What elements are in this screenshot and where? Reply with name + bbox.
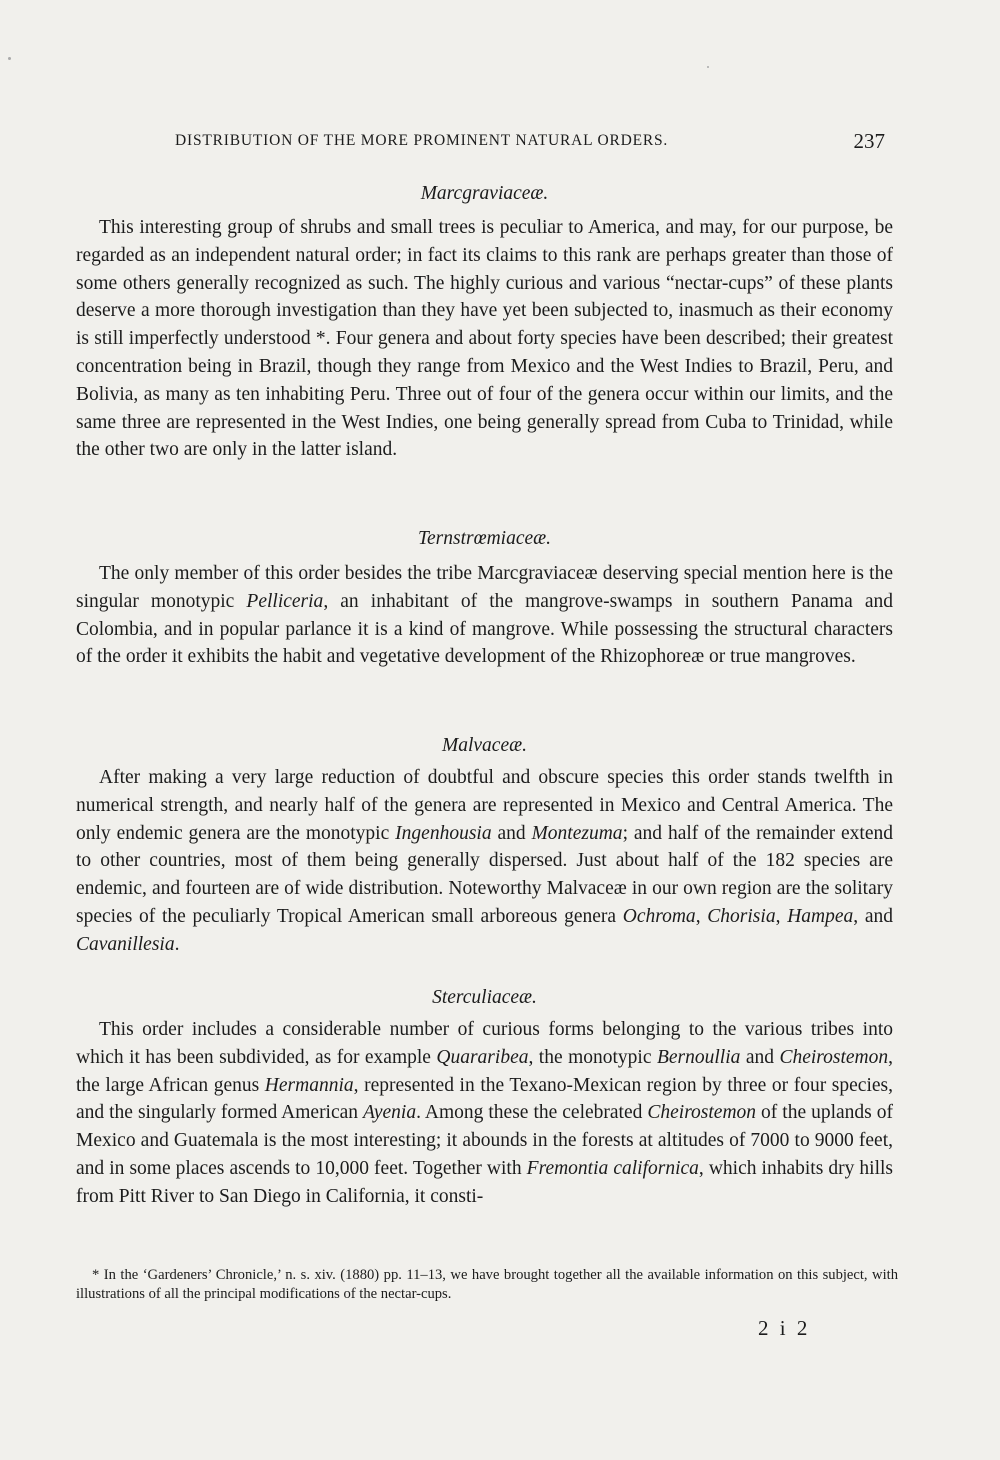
genus-name: Chorisia <box>707 905 776 927</box>
genus-name: Cheirostemon <box>779 1046 889 1068</box>
paragraph: The only member of this order besides the tribe Marcgraviaceæ deserving special mention here is the singular monotypic Pelliceria, an inhabitant of the mangrove-swamps in southern Panama and Colombia, and in popular parlance it is a kind of mangrove. While possessing the structural characters of the order it exhibits the habit and vegetative development of the Rhizophoreæ or true mangroves. <box>76 563 893 668</box>
genus-name: Hampea <box>787 905 854 927</box>
section-body-malvaceae <box>76 764 893 959</box>
section-heading-sterculiaceae: Sterculiaceæ. <box>432 987 537 1008</box>
page-number: 237 <box>853 129 885 153</box>
genus-name: Cheirostemon <box>647 1102 757 1124</box>
paragraph: After making a very large reduction of doubtful and obscure species this order stands twelfth in numerical strength, and nearly half of the genera are represented in Mexico and Central America. The only endemic genera are the monotypic Ingenhousia and Montezuma; and half of the remainder extend to other countries, most of them being generally dispersed. Just about half of the 182 species are endemic, and fourteen are of wide distribution. Noteworthy Malvaceæ in our own region are the solitary species of the peculiarly Tropical American small arboreous genera Ochroma, Chorisia, Hampea, and Cavanillesia. <box>76 767 894 955</box>
footnote-text: * In the ‘Gardeners’ Chronicle,’ n. s. xiv. (1880) pp. 11–13, we have brought together all the available information on this subject, with illustrations of all the principal modifications of the nectar-cups. <box>76 1267 898 1302</box>
genus-name: Quararibea <box>436 1046 529 1068</box>
genus-name: Pelliceria <box>246 590 324 612</box>
speck <box>707 66 709 68</box>
genus-name: Hermannia <box>264 1074 354 1096</box>
section-body-sterculiaceae <box>76 1016 893 1211</box>
genus-name: Ochroma <box>622 905 696 927</box>
section-heading-malvaceae: Malvaceæ. <box>441 735 527 756</box>
genus-name: Ingenhousia <box>395 822 492 844</box>
section-heading-marcgraviaceae: Marcgraviaceæ. <box>420 183 549 204</box>
printer-signature: 2 i 2 <box>758 1316 811 1340</box>
genus-name: Bernoullia <box>656 1046 741 1068</box>
section-heading-ternstroemiaceae: Ternstrœmiaceæ. <box>417 528 552 549</box>
section-body-marcgraviaceae <box>76 214 893 464</box>
paragraph: This interesting group of shrubs and small trees is peculiar to America, and may, for our purpose, be regarded as an independent natural order; in fact its claims to this rank are perhaps greater than those of some others generally recognized as such. The highly curious and various “nectar-cups” of these plants deserve a more thorough investigation than they have yet been subjected to, inasmuch as their economy is still imperfectly understood *. Four genera and about forty species have been described; their greatest concentration being in Brazil, though they range from Mexico and the West Indies to Brazil, Peru, and Bolivia, as many as ten inhabiting Peru. Three out of four of the genera occur within our limits, and the same three are represented in the West Indies, one being generally spread from Cuba to Trinidad, while the other two are only in the latter island. <box>76 217 893 461</box>
paragraph: This order includes a considerable number of curious forms belonging to the various tribes into which it has been subdivided, as for example Quararibea, the monotypic Bernoullia and Cheirostemon, the large African genus Hermannia, represented in the Texano-Mexican region by three or four species, and the singularly formed American Ayenia. Among these the celebrated Cheirostemon of the uplands of Mexico and Guatemala is the most interesting; it abounds in the forests at altitudes of 7000 to 9000 feet, and in some places ascends to 10,000 feet. Together with Fremontia californica, which inhabits dry hills from Pitt River to San Diego in California, it consti- <box>76 1019 894 1207</box>
section-body-ternstroemiaceae <box>76 560 893 671</box>
running-header <box>175 129 885 153</box>
speck <box>8 57 11 60</box>
genus-name: Montezuma <box>531 822 623 844</box>
genus-name: Fremontia californica <box>526 1157 699 1179</box>
genus-name: Cavanillesia <box>76 933 175 955</box>
genus-name: Ayenia <box>363 1102 417 1124</box>
footnote <box>76 1266 898 1304</box>
running-title: DISTRIBUTION OF THE MORE PROMINENT NATURAL ORDERS. <box>175 132 669 149</box>
